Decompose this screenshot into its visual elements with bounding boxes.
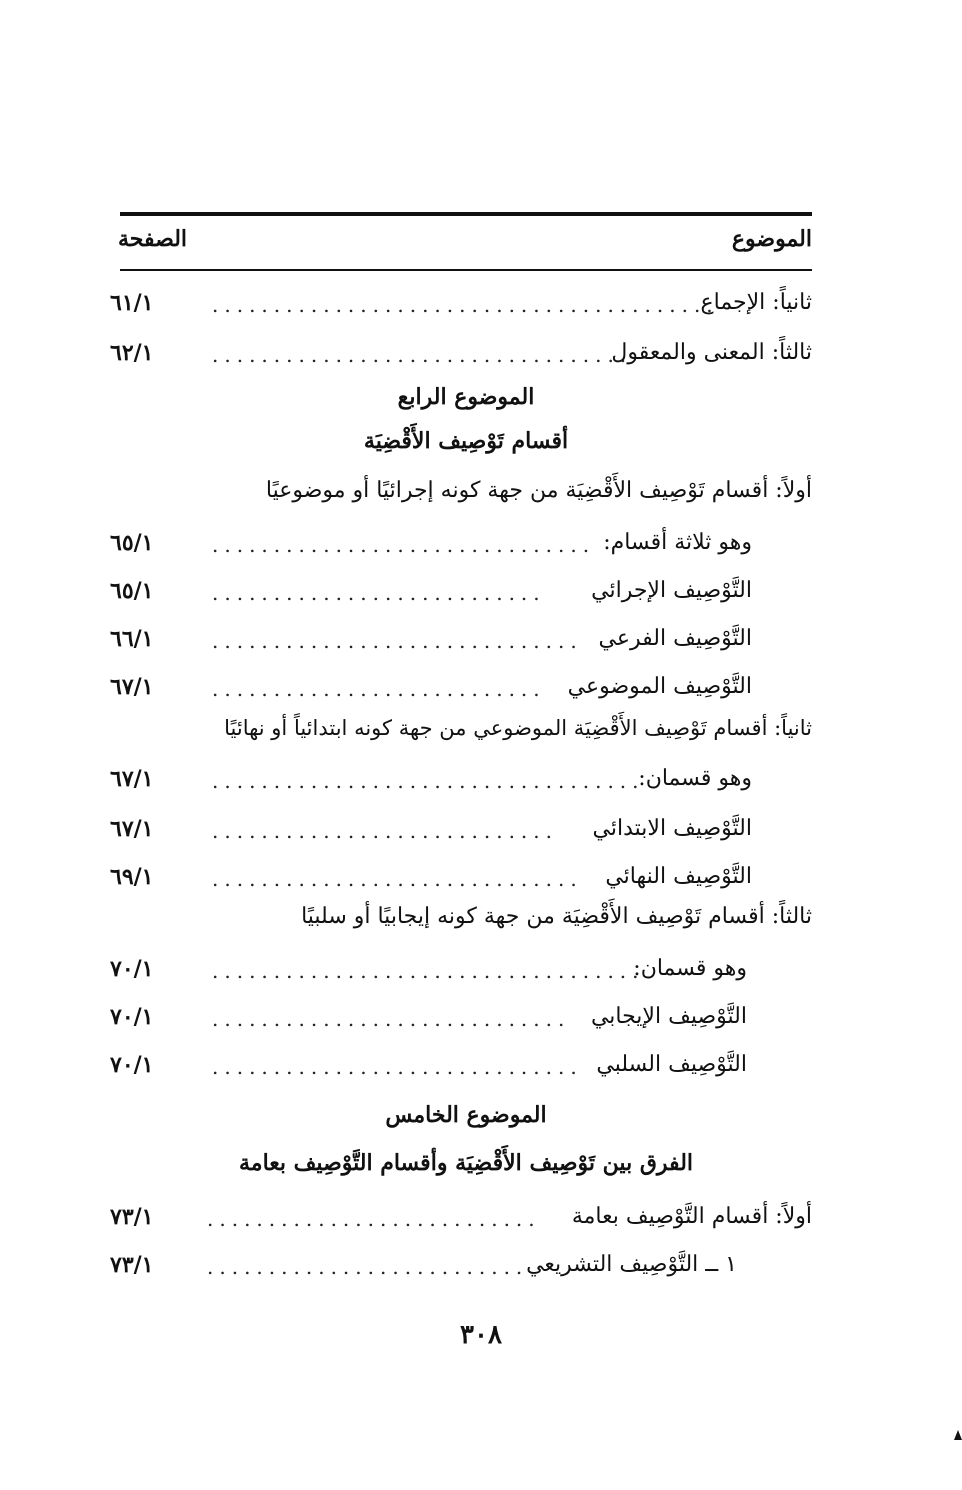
page-number-footer: ٣٠٨	[460, 1320, 502, 1350]
dot-leader: .........................................	[212, 293, 719, 317]
toc-row-negative	[212, 1046, 747, 1084]
toc-page-number: ٦٧/١	[110, 766, 154, 792]
toc-row-legislative	[207, 1246, 737, 1284]
toc-entry-label: وهو قسمان:	[638, 766, 752, 791]
toc-entry-label: ثانياً: الإجماع	[700, 290, 812, 315]
toc-row-initial	[212, 810, 752, 848]
toc-row-substantive	[212, 668, 752, 706]
toc-row-positive	[212, 998, 747, 1036]
toc-entry-label: وهو ثلاثة أقسام:	[603, 530, 752, 555]
toc-page-number: ٧٠/١	[110, 1052, 154, 1078]
toc-page-number: ٦٦/١	[110, 626, 154, 652]
toc-page-number: ٦٧/١	[110, 674, 154, 700]
toc-row-procedural	[212, 572, 752, 610]
toc-entry-label: التَّوْصِيف الموضوعي	[567, 674, 752, 699]
toc-page-number: ٦٥/١	[110, 530, 154, 556]
dot-leader: ...........................	[207, 1207, 541, 1231]
toc-page-number: ٧٣/١	[110, 1204, 154, 1230]
toc-row-two-parts-b	[212, 950, 747, 988]
toc-page-number: ٧٣/١	[110, 1252, 154, 1278]
toc-page-number: ٦٢/١	[110, 340, 154, 366]
toc-page-number: ٦٥/١	[110, 578, 154, 604]
toc-subsection-second: ثانياً: أقسام تَوْصِيف الأَقْضِيَة الموضوعي من جهة كونه ابتدائياً أو نهائيًا	[224, 716, 812, 740]
toc-row-meaning	[212, 334, 812, 372]
toc-row-ijma	[212, 284, 812, 322]
scan-mark	[954, 1430, 962, 1440]
dot-leader: ...........................	[212, 581, 546, 605]
column-header-topic: الموضوع	[731, 226, 812, 252]
dot-leader: ...................................	[212, 959, 645, 983]
toc-page-number: ٦١/١	[110, 290, 154, 316]
header-top-rule	[120, 212, 812, 216]
section-heading-topic-five: الموضوع الخامس	[385, 1102, 547, 1128]
toc-page-number: ٦٧/١	[110, 816, 154, 842]
toc-row-final	[212, 858, 752, 896]
toc-entry-label: وهو قسمان:	[633, 956, 747, 981]
dot-leader: ..............................	[212, 629, 583, 653]
toc-subsection-first: أولاً: أقسام تَوْصِيف الأَقْضِيَة من جهة كونه إجرائيًا أو موضوعيًا	[265, 478, 812, 503]
dot-leader: .............................	[212, 1007, 571, 1031]
toc-entry-label: التَّوْصِيف الابتدائي	[592, 816, 752, 841]
toc-entry-label: التَّوْصِيف الإيجابي	[590, 1004, 747, 1029]
dot-leader: ..............................	[212, 867, 583, 891]
dot-leader: ...............................	[212, 533, 596, 557]
toc-row-three-parts	[212, 524, 752, 562]
toc-subsection-third: ثالثاً: أقسام تَوْصِيف الأَقْضِيَة من جهة كونه إيجابيًا أو سلبيًا	[301, 904, 812, 929]
toc-entry-label: التَّوْصِيف الفرعي	[598, 626, 752, 651]
toc-entry-label: التَّوْصِيف الإجرائي	[591, 578, 752, 603]
section-subheading-topic-five: الفرق بين تَوْصِيف الأَقْضِيَة وأقسام التَّوْصِيف بعامة	[238, 1150, 694, 1176]
toc-page-number: ٧٠/١	[110, 956, 154, 982]
toc-row-general-parts	[207, 1198, 812, 1236]
toc-entry-label: التَّوْصِيف النهائي	[605, 864, 752, 889]
section-subheading-topic-four: أقسام تَوْصِيف الأَقْضِيَة	[363, 428, 569, 454]
toc-entry-label: ثالثاً: المعنى والمعقول	[611, 340, 812, 365]
section-heading-topic-four: الموضوع الرابع	[397, 384, 535, 410]
dot-leader: ...................................	[212, 769, 645, 793]
dot-leader: ..................................	[212, 343, 633, 367]
toc-entry-label: ١ ــ التَّوْصِيف التشريعي	[526, 1252, 737, 1277]
toc-row-branch	[212, 620, 752, 658]
toc-page-number: ٧٠/١	[110, 1004, 154, 1030]
header-bottom-rule	[120, 269, 812, 271]
toc-entry-label: أولاً: أقسام التَّوْصِيف بعامة	[571, 1204, 812, 1229]
toc-page-number: ٦٩/١	[110, 864, 154, 890]
toc-row-two-parts-a	[212, 760, 752, 798]
toc-entry-label: التَّوْصِيف السلبي	[596, 1052, 747, 1077]
dot-leader: ...........................	[212, 677, 546, 701]
dot-leader: ..........................	[207, 1255, 529, 1279]
column-header-page: الصفحة	[118, 226, 188, 252]
dot-leader: ..............................	[212, 1055, 583, 1079]
dot-leader: ............................	[212, 819, 559, 843]
